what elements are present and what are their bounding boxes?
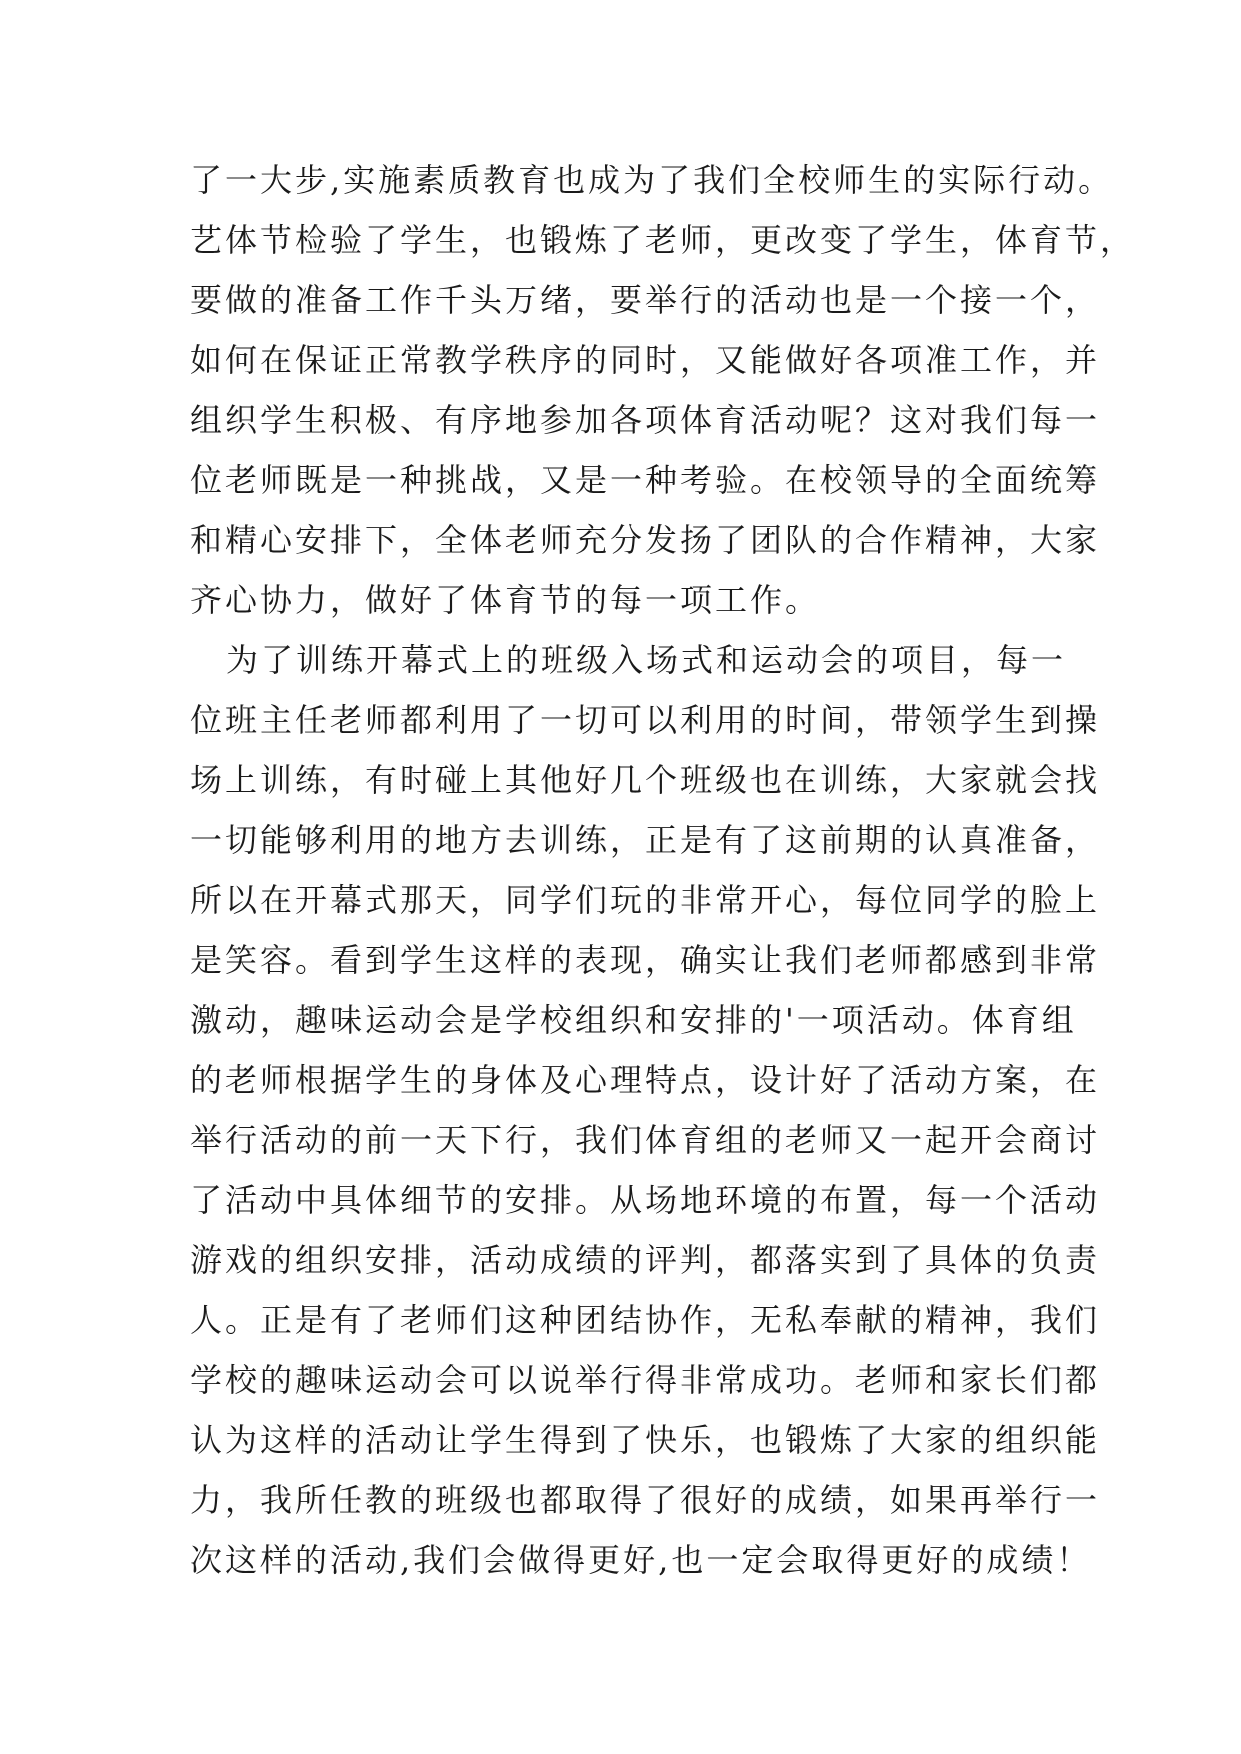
text-line: 了一大步,实施素质教育也成为了我们全校师生的实际行动。	[190, 161, 1114, 199]
text-line: 学校的趣味运动会可以说举行得非常成功。老师和家长们都	[190, 1361, 1101, 1399]
text-line: 次这样的活动,我们会做得更好,也一定会取得更好的成绩！	[190, 1541, 1092, 1579]
text-line: 力，我所任教的班级也都取得了很好的成绩，如果再举行一	[190, 1481, 1101, 1519]
text-line: 艺体节检验了学生，也锻炼了老师，更改变了学生，体育节，	[190, 221, 1136, 259]
text-line: 组织学生积极、有序地参加各项体育活动呢？这对我们每一	[190, 401, 1101, 439]
text-line: 的老师根据学生的身体及心理特点，设计好了活动方案，在	[190, 1061, 1101, 1099]
text-line: 是笑容。看到学生这样的表现，确实让我们老师都感到非常	[190, 941, 1101, 979]
text-line: 所以在开幕式那天，同学们玩的非常开心，每位同学的脸上	[190, 881, 1101, 919]
text-line: 位老师既是一种挑战，又是一种考验。在校领导的全面统筹	[190, 461, 1101, 499]
paragraph-start-line: 为了训练开幕式上的班级入场式和运动会的项目，每一	[226, 641, 1067, 679]
text-line: 位班主任老师都利用了一切可以利用的时间，带领学生到操	[190, 701, 1101, 739]
text-line: 齐心协力，做好了体育节的每一项工作。	[190, 581, 821, 619]
text-line: 要做的准备工作千头万绪，要举行的活动也是一个接一个，	[190, 281, 1101, 319]
body-text	[190, 150, 1136, 1590]
text-line: 激动，趣味运动会是学校组织和安排的'一项活动。体育组	[190, 1001, 1077, 1039]
text-line: 一切能够利用的地方去训练，正是有了这前期的认真准备，	[190, 821, 1101, 859]
text-line: 如何在保证正常教学秩序的同时，又能做好各项准工作，并	[190, 341, 1101, 379]
text-line: 游戏的组织安排，活动成绩的评判，都落实到了具体的负责	[190, 1241, 1101, 1279]
text-line: 场上训练，有时碰上其他好几个班级也在训练，大家就会找	[190, 761, 1101, 799]
text-line: 和精心安排下，全体老师充分发扬了团队的合作精神，大家	[190, 521, 1101, 559]
text-line: 举行活动的前一天下行，我们体育组的老师又一起开会商讨	[190, 1121, 1101, 1159]
text-line: 了活动中具体细节的安排。从场地环境的布置，每一个活动	[190, 1181, 1101, 1219]
text-line: 人。正是有了老师们这种团结协作，无私奉献的精神，我们	[190, 1301, 1101, 1339]
text-line: 认为这样的活动让学生得到了快乐，也锻炼了大家的组织能	[190, 1421, 1101, 1459]
